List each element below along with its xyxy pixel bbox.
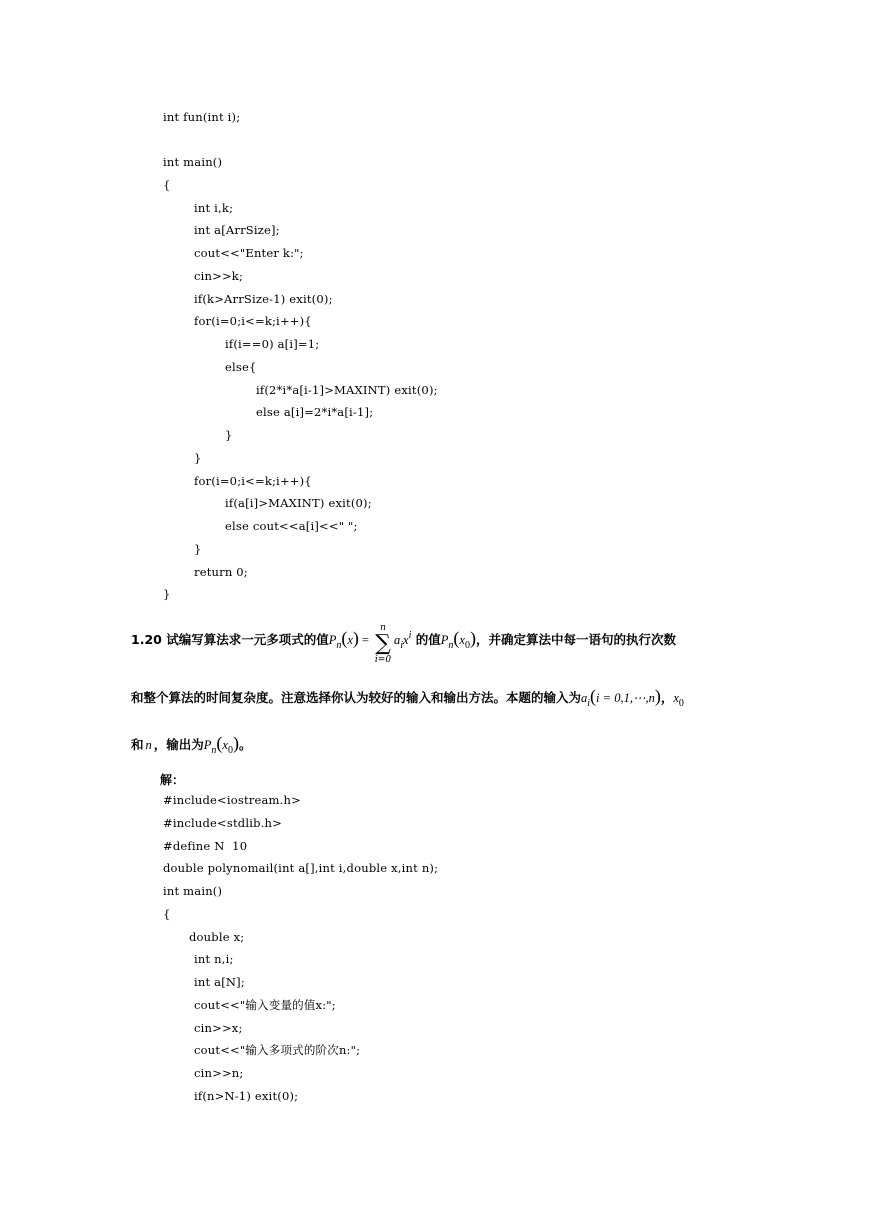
code-line: int a[N]; <box>194 975 245 989</box>
formula-term: $a_ix^i$ <box>393 630 412 651</box>
problem-text: 试编写算法求一元多项式的值 <box>166 632 329 647</box>
code-line: #define N 10 <box>163 839 248 853</box>
code-line: if(k>ArrSize-1) exit(0); <box>194 292 333 306</box>
code-line: #include<stdlib.h> <box>163 816 282 830</box>
equals-sign: = <box>361 633 369 647</box>
code-line: int main() <box>163 155 223 169</box>
code-line: double polynomail(int a[],int i,double x,int n); <box>163 861 439 875</box>
code-line: } <box>194 542 202 556</box>
code-line: } <box>225 428 233 442</box>
formula-pn-x0: $P_n(x_0)$ <box>440 628 476 651</box>
code-line: cout<<"输入变量的值x:"; <box>194 998 336 1012</box>
code-line: if(a[i]>MAXINT) exit(0); <box>225 496 372 510</box>
code-line: cin>>k; <box>194 269 244 283</box>
code-line: double x; <box>189 930 245 944</box>
problem-number: 1.20 <box>131 632 162 647</box>
code-line: cin>>x; <box>194 1021 243 1035</box>
formula-pn-x0: $P_n(x_0)$ <box>203 733 239 756</box>
code-line: for(i=0;i<=k;i++){ <box>194 314 312 328</box>
summation: n ∑ i=0 <box>374 623 392 665</box>
code-line: return 0; <box>194 565 248 579</box>
problem-text: 和 <box>131 737 144 752</box>
code-line: int n,i; <box>194 952 234 966</box>
code-line: cout<<"Enter k:"; <box>194 246 304 260</box>
code-line: else cout<<a[i]<<" "; <box>225 519 358 533</box>
code-line: if(2*i*a[i-1]>MAXINT) exit(0); <box>256 383 438 397</box>
code-line: for(i=0;i<=k;i++){ <box>194 474 312 488</box>
code-line: #include<iostream.h> <box>163 793 301 807</box>
code-line: cin>>n; <box>194 1066 244 1080</box>
code-line: int fun(int i); <box>163 110 241 124</box>
problem-line-2: 和整个算法的时间复杂度。注意选择你认为较好的输入和输出方法。本题的输入为$a_i(i$ = 0,1,⋯,n)，$x_0$ <box>131 686 684 709</box>
formula-pn-x: $P_n(x)$ <box>328 628 359 651</box>
code-line: } <box>163 587 171 601</box>
code-line: else{ <box>225 360 257 374</box>
problem-text: 的值 <box>415 632 441 647</box>
code-line: int main() <box>163 884 223 898</box>
code-line: if(i==0) a[i]=1; <box>225 337 320 351</box>
code-line: } <box>194 451 202 465</box>
code-line: int i,k; <box>194 201 234 215</box>
solution-label: 解： <box>160 773 185 787</box>
problem-line-1 <box>131 623 676 665</box>
code-line: { <box>163 907 171 921</box>
formula-ai: $a_i(i$ = 0,1,⋯,n) <box>581 686 661 709</box>
code-line: else a[i]=2*i*a[i-1]; <box>256 405 374 419</box>
problem-text: 。 <box>238 737 252 752</box>
problem-line-3 <box>131 733 252 756</box>
code-line: { <box>163 178 171 192</box>
code-line: if(n>N-1) exit(0); <box>194 1089 299 1103</box>
code-line: int a[ArrSize]; <box>194 223 280 237</box>
problem-text: 和整个算法的时间复杂度。注意选择你认为较好的输入和输出方法。本题的输入为 <box>131 690 582 705</box>
formula-x0: $x_0$ <box>673 691 684 709</box>
formula-n: n <box>145 738 152 752</box>
problem-text: ，并确定算法中每一语句的执行次数 <box>475 632 676 647</box>
code-line: cout<<"输入多项式的阶次n:"; <box>194 1043 361 1057</box>
problem-text: ，输出为 <box>153 737 204 752</box>
